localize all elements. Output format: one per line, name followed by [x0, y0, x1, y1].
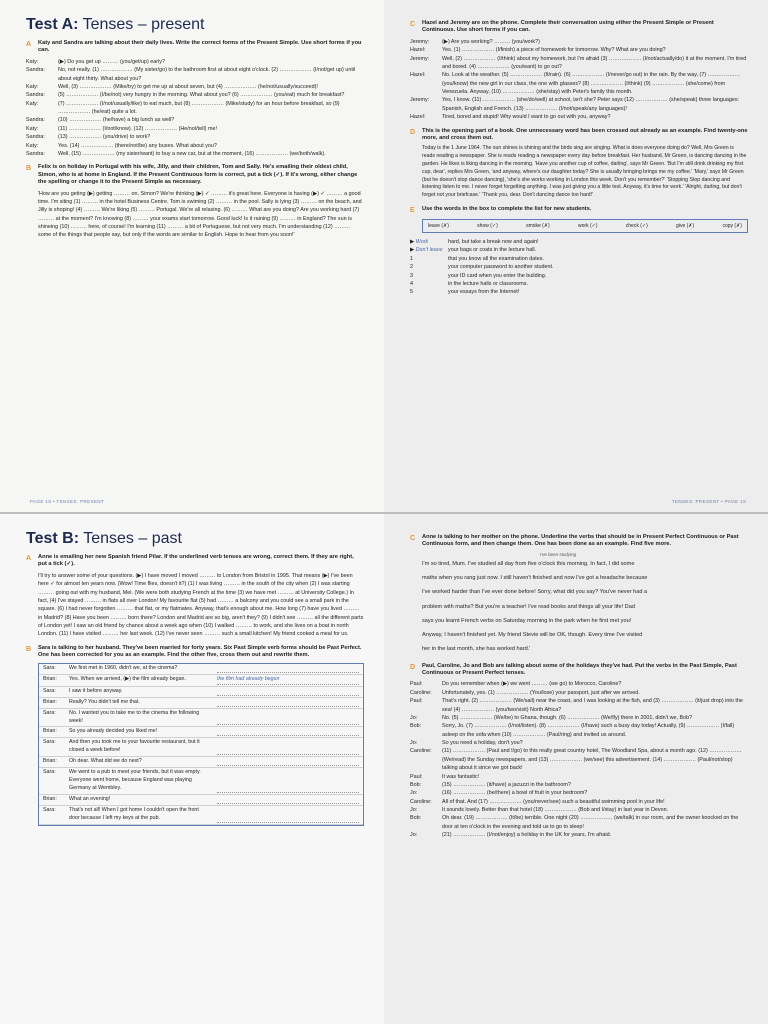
item-number: ▶ [410, 239, 416, 246]
dialog-line [26, 142, 364, 150]
dialog-text: That's right. (2) ……………… (We/sail) near the coast, and I was looking at the fish, and (3) ……………… (it/just drop) into the sea! (4) ……………… (you/two/visit) North Africa? [442, 698, 743, 713]
speaker-name: Katy: [26, 142, 39, 149]
dialog-line [410, 71, 748, 96]
page-footer: TENSES: PRESENT • PAGE 19 [671, 499, 746, 504]
text-line: maths when you rang just now. I still haven't finished and now I've got a headache because [422, 575, 648, 582]
dialog-line [410, 113, 748, 121]
word-box-item: leave (✗) [428, 223, 449, 230]
text-line: her in the last month, she has worked hard.' [422, 646, 531, 653]
dialog-text: And then you took me to your favourite restaurant, but it closed a week before! [69, 739, 200, 754]
speaker-name: Hazel: [410, 114, 426, 121]
dialog-line [26, 133, 364, 141]
dialog-text: Oh dear. What did we do next? [69, 758, 142, 765]
speaker-name: Sara: [43, 664, 56, 671]
section-b-instruction: B Felix is on holiday in Portugal with his wife, Jilly, and their children, Tom and Sally. He's emailing their oldest child, Simon, who is at home in England. If the Present Continuous form is correct, put a tick (✓). If it's wrong, either change the spelling or change it to the Present Simple as necessary. [26, 164, 358, 186]
dialog-c [410, 38, 748, 122]
speaker-name: Sandra: [26, 92, 45, 99]
dialog-b-table [38, 663, 364, 826]
answer-line [217, 728, 359, 736]
list-number [410, 280, 448, 288]
section-d-instruction: D This is the opening part of a book. One unnecessary word has been crossed out already as an example. Find twenty-one more, and cross them out. [410, 127, 748, 141]
list-item [410, 238, 748, 246]
dialog-text: (13) ……………… (you/drive) to work? [58, 134, 151, 141]
speaker-name: Hazel: [410, 72, 426, 79]
dialog-line [26, 58, 364, 66]
dialog-text: Yes. (1) ……………… (I/finish) a piece of homework for tomorrow. Why? What are you doing? [442, 47, 666, 54]
speaker-name: Sandra: [26, 117, 45, 124]
speaker-name: Sandra: [26, 134, 45, 141]
email-a-text: I'll try to answer some of your questions. (▶) I have moved I moved ……… to London from Bristol in 1995. That means (▶) I've been here ✓ for almost ten years now. (Wow! Time flies, doesn't it?) (1) I was living ……… in the south of the city when (2) I was starting ……… going out with my husband, Mel. (We were both studying French at the time (3) we have met ……… at University College.) In fact, (4) I've stayed ……… in flats all over London! My favourite flat (5) had ……… a balcony and you could see a small park in the square. (6) I had never forgotten ……… that flat, or my flatmates. Anyway, that's enough about me. How long (7) have you lived ……… in Madrid? (8) Have you been ……… born there? London and Madrid are so big, aren't they? (9) I didn't see ……… all the different parts of London yet! I saw an old friend by chance about a week ago when (10) I walked ……… to work, and she lives on a boat in north London. (11) I have visited ……… her last week. (12) I've never seen ……… such a small kitchen! My friend cooked a meal for us. [38, 572, 364, 638]
dialog-a [26, 58, 364, 159]
speaker-name: Bob: [410, 723, 422, 730]
speaker-name: Katy: [26, 58, 39, 65]
dialog-text: (▶) Are you working? ……… (you/work?) [442, 38, 540, 45]
dialog-text: Do you remember when (▶) we went ……… (we go) to Morocco, Caroline? [442, 681, 622, 688]
speaker-name: Jo: [410, 832, 418, 839]
dialog-text: Sorry, Jo. (7) ……………… (I/not/listen). (8) ……………… (I/have) such a busy day today! Actually, (9) ……………… (I/fall) asleep on the sofa when (10) ……………… (Paul/ring) and invited us around. [442, 723, 735, 738]
dialog-text: Yes. (14) ……………… (there/not/be) any buses. What about you? [58, 142, 217, 149]
example-correction: I've been studying [540, 551, 577, 557]
list-text: your ID card when you enter the building. [448, 272, 547, 279]
dialog-text: Well, (15) ……………… (my sister/want) to buy a new car, but at the moment, (16) ……………… (we/both/walk). [58, 150, 326, 157]
table-row [39, 687, 363, 698]
dialog-line [410, 722, 748, 739]
speaker-name: Bob: [410, 781, 422, 788]
dialog-text: All of that. And (17) ……………… (you/never/see) such a beautiful swimming pool in your life! [442, 798, 665, 805]
dialog-line [26, 66, 364, 83]
speaker-name: Sara: [43, 687, 56, 694]
dialog-text: (11) ……………… (Paul and I/go) to this really great country hotel, The Woodland Spa, about a month ago. (12) ……………… (We/read) the Sunday newspapers, and (13) ……………… (we/see) this advertisement. (14) ……………… (Paul/not/stop) talking about it since we got back! [442, 748, 742, 772]
list-number [410, 255, 448, 263]
dialog-line [26, 125, 364, 133]
dialog-text: Tired, bored and stupid! Why would I want to go out with you, anyway? [442, 114, 611, 121]
dialog-text: It was fantastic! [442, 773, 480, 780]
book-opening-text: Today is the 1 June 1964. The sun shines is shining and the birds sing are singing. What is does everyone doing do? Well, Mrs Green is reads reading a newspaper. She is reads reading a newspaper every day before breakfast. Her husband, Mr Green, is dancing dancing in the garden. He likes is liking dancing in the morning. 'Have you another cup of coffee, darling', says Mr Green. 'But I'm still drink drinking my first cup, dear', replies Mrs Green, 'and anyway, where's our daughter today? She is usually bringing brings me my coffee.' 'Mary,' says Mr Green (but he doesn't stop dance dancing), 'she's she works working in London this week. Don't you remember?' 'Stopping Stop dancing and listening listen to me. I never forget forgetting anything. I was just giving you a little test. Anyway, it's time for work.' 'Alright, darling, but don't forget not your briefcase.' 'Thank you, dear. Don't dancing dance too hard!' [422, 145, 747, 199]
table-row [39, 738, 363, 757]
dialog-text: Oh dear. (19) ……………… (It/be) terrible. One night (20) ……………… (we/talk) in our room, and the owner knocked on the door at ten o'clock in the evening and told us to go to sleep! [442, 815, 739, 830]
dialog-line [410, 680, 748, 688]
page-test-a-right [384, 0, 768, 512]
new-students-list [410, 238, 748, 297]
list-number [410, 238, 448, 246]
speaker-name: Sara: [43, 807, 56, 814]
speaker-name: Katy: [26, 83, 39, 90]
dialog-text: What an evening! [69, 796, 111, 803]
list-item [410, 280, 748, 288]
speaker-name: Jo: [410, 807, 418, 813]
dialog-text: It sounds lovely. Better than that hotel (18) ……………… (Bob and I/stay) in last year in Devon. [442, 807, 669, 813]
answer-line [217, 796, 359, 804]
section-a-instruction: A Katy and Sandra are talking about their daily lives. Write the correct forms of the Present Simple. Use short forms if you can. [26, 40, 362, 54]
speaker-name: Brian: [43, 698, 57, 705]
page-test-b-left [0, 512, 384, 1024]
table-row [39, 806, 363, 825]
list-text: your essays from the Internet! [448, 289, 520, 296]
list-text: in the lecture halls or classrooms. [448, 280, 528, 287]
list-text: your computer password to another student. [448, 264, 554, 271]
dialog-text: No. I wanted you to take me to the cinema the following week! [69, 709, 200, 724]
handwritten-answer: Don't leave [415, 247, 443, 254]
answer-line [217, 699, 359, 707]
text-line: I've worked harder than I've ever done before! Sorry, what did you say? You've never had a [422, 589, 648, 596]
dialog-text: So you need a holiday, don't you? [442, 740, 523, 746]
section-c-instruction: C Hazel and Jeremy are on the phone. Complete their conversation using either the Present Simple or Present Continuous. Use short forms if you can. [410, 20, 714, 34]
speaker-name: Katy: [26, 125, 39, 132]
answer-line: the film had already begun [217, 676, 359, 685]
item-number: 1 [410, 255, 413, 262]
word-box-item: work (✓) [578, 223, 598, 230]
dialog-line [410, 55, 748, 72]
dialog-text: (11) ……………… (I/not/know). (12) ……………… (He/not/tell) me! [58, 125, 217, 132]
speaker-name: Paul: [410, 773, 423, 780]
dialog-text: (10) ……………… (he/have) a big lunch as well? [58, 117, 175, 124]
table-row [39, 664, 363, 675]
item-number: 3 [410, 272, 413, 279]
dialog-text: So you already decided you liked me! [69, 728, 158, 735]
speaker-name: Sara: [43, 709, 56, 716]
dialog-line [410, 806, 748, 814]
dialog-line [26, 150, 364, 158]
speaker-name: Jeremy: [410, 38, 430, 45]
dialog-line [26, 83, 364, 91]
speaker-name: Jeremy: [410, 97, 430, 104]
list-item [410, 272, 748, 280]
speaker-name: Katy: [26, 100, 39, 107]
speaker-name: Brian: [43, 796, 57, 803]
dialog-line [410, 96, 748, 113]
dialog-line [410, 46, 748, 54]
answer-line [217, 758, 359, 766]
dialog-text: We went to a pub to meet your friends, but it was empty. Everyone went home, because England was playing Germany at Wembley. [69, 769, 201, 792]
dialog-text: (16) ……………… (be/there) a bowl of fruit in your bedroom? [442, 790, 588, 797]
answer-line [217, 769, 359, 793]
page-title: Test B: Tenses – past [26, 530, 182, 547]
speaker-name: Brian: [43, 675, 57, 682]
item-number: 4 [410, 280, 413, 287]
speaker-name: Caroline: [410, 689, 432, 696]
page-test-b-right [384, 512, 768, 1024]
text-line: I'm so tired, Mum. I've studied all day from five o'clock this morning. In fact, I did some [422, 560, 635, 567]
dialog-line [410, 739, 748, 747]
section-a-instruction: A Anne is emailing her new Spanish friend Pilar. If the underlined verb tenses are wrong, correct them. If they are right, put a tick (✓). [26, 554, 354, 568]
text-line: says you learnt French verbs on Saturday morning in the park when he first met you! [422, 617, 632, 624]
speaker-name: Bob: [410, 815, 422, 822]
page-title: Test A: Tenses – present [26, 16, 205, 33]
dialog-line [410, 773, 748, 781]
dialog-text: (▶) Do you get up ……… (you/get/up) early? [58, 58, 165, 65]
item-number: ▶ [410, 247, 416, 254]
speaker-name: Paul: [410, 681, 423, 688]
section-b-instruction: B Sara is talking to her husband. They've been married for forty years. Six Past Simple verb forms should be Past Perfect. One has been corrected for you as an example. Find the other five, cross them out and rewrite them. [26, 644, 362, 659]
table-row [39, 709, 363, 728]
list-item [410, 246, 748, 254]
speaker-name: Paul: [410, 698, 423, 705]
dialog-text: Well, (2) ……………… (I/think) about my homework, but I'm afraid (3) ……………… (I/not/actually/do) it at the moment. I'm tired and bored. (4) ……………… (you/want) to go out? [442, 55, 747, 70]
speaker-name: Caroline: [410, 748, 432, 755]
dialog-line [410, 798, 748, 806]
speaker-name: Jeremy: [410, 55, 430, 62]
dialog-line [26, 100, 364, 117]
dialog-line [410, 689, 748, 697]
word-box-item: give (✗) [676, 223, 695, 230]
word-box-item: show (✓) [477, 223, 498, 230]
dialog-text: We first met in 1960, didn't we, at the cinema? [69, 664, 178, 671]
dialog-line [410, 747, 748, 772]
dialog-text: (7) ……………… (I/not/usually/like) to eat much, but (8) ……………… (Mike/study) for an hour before breakfast, so (9) ……………… (he/eat) quite a lot. [58, 100, 340, 116]
list-text: hard, but take a break now and again! [448, 239, 539, 246]
dialog-line [26, 91, 364, 99]
list-item [410, 255, 748, 263]
dialog-text: No. Look at the weather. (5) ……………… (It/rain). (6) ……………… (I/never/go out) in the rain. By the way, (7) ……………… (you/know) the new girl in our class, the one with glasses? (8) ……………… (I/think) (9) ……………… (she/come) from Venezuela. Anyway, (10) ……………… (she/stay) with Peter's family this month. [442, 72, 740, 96]
table-row [39, 698, 363, 709]
section-d-instruction: D Paul, Caroline, Jo and Bob are talking about some of the holidays they've had. Put the verbs in the Past Simple, Past Continuous or Present Perfect tenses. [410, 662, 737, 676]
dialog-text: (15) ……………… (it/have) a jacuzzi in the bathroom? [442, 781, 571, 788]
dialog-line [410, 714, 748, 722]
dialog-text: That's not all! When I got home I couldn't open the front door because I left my keys at the pub. [69, 807, 199, 822]
list-text: that you know all the examination dates. [448, 255, 544, 262]
text-line: Anyway, I haven't finished yet. My friend Stevie will be OK, though. Every time I've visited [422, 632, 643, 639]
dialog-text: Really? You didn't tell me that. [69, 698, 140, 705]
dialog-text: No, not really. (1) ……………… (My sister/go) to the bathroom first at about eight o'clock. (2) ……………… (I/not/get up) until about eight thirty. What about you? [58, 67, 356, 82]
item-number: 5 [410, 289, 413, 296]
speaker-name: Jo: [410, 740, 418, 746]
text-line: problem with maths? But you're a teacher! I've read books and things all your life! Dad [422, 603, 635, 610]
speaker-name: Sara: [43, 739, 56, 746]
table-row [39, 757, 363, 768]
dialog-text: (21) ……………… (I/not/enjoy) a holiday in the UK for years, I'm afraid. [442, 832, 612, 839]
section-e-instruction: E Use the words in the box to complete the list for new students. [410, 205, 592, 214]
item-number: 2 [410, 264, 413, 271]
list-number [410, 246, 448, 254]
word-box-item: copy (✗) [722, 223, 742, 230]
speaker-name: Sandra: [26, 67, 45, 74]
table-row [39, 675, 363, 687]
word-box-item: check (✓) [625, 223, 648, 230]
speaker-name: Jo: [410, 790, 418, 797]
phone-call-text [410, 557, 748, 657]
speaker-name: Brian: [43, 728, 57, 735]
table-row [39, 795, 363, 806]
dialog-text: Unfortunately, yes. (1) ……………… (You/lose) your passport, just after we arrived. [442, 689, 640, 696]
speaker-name: Sandra: [26, 150, 45, 157]
list-number [410, 263, 448, 271]
list-item [410, 263, 748, 271]
email-b-text: 'How are you geting (▶) getting ……… on, Simon? We're thinking (▶) ✓ ……… it's great here. Everyone is having (▶) ✓ ……… a good time. I'm siting (1) ……… in the hotel Business Centre. Tom is swiming (2) ……… in the pool. Sally is lying (3) ……… on the beach, and Jilly is shoping! (4) ……… We're liking (5) ……… Portugal. We're all relaxing. (6) ……… What are you doing? Are you working hard (7) ……… at the moment? I'm knowing (8) ……… your exams start tomorrow. Good luck! Is it raining (9) ……… in England? The sun is shineing (10) ……… here, of course! I'm learning (11) ……… a bit of Portuguese, but not very much. I'm understanding (12) ……… some of the things that people say, but only if the words are similar to English. Hope to hear from you soon!' [38, 190, 362, 239]
dialog-text: Yes. When we arrived, (▶) the film already began. [69, 675, 186, 682]
table-row [39, 727, 363, 738]
section-c-instruction: C Anne is talking to her mother on the phone. Underline the verbs that should be in Present Perfect Continuous or Past Continuous form, and then change them. One has been done as an example. Find five more. [410, 534, 739, 548]
dialog-line [410, 831, 748, 839]
list-number [410, 288, 448, 296]
dialog-line [26, 116, 364, 124]
speaker-name: Hazel: [410, 47, 426, 54]
dialog-text: (5) ……………… (I/be/not) very hungry in the morning. What about you? (6) ……………… (you/eat) much for breakfast? [58, 92, 345, 99]
dialog-text: Yes, I know. (11) ……………… (she/do/well) at school, isn't she? Peter says (12) ……………… (she/speak) three languages: Spanish, English and French. (13) ……………… (I/not/speak/any languages)! [442, 97, 740, 112]
page-footer: PAGE 18 • TENSES: PRESENT [30, 499, 105, 504]
dialog-text: I saw it before anyway. [69, 687, 123, 694]
table-row [39, 768, 363, 795]
dialog-line [410, 781, 748, 789]
dialog-d [410, 680, 748, 839]
page-test-a-left [0, 0, 384, 512]
speaker-name: Brian: [43, 758, 57, 765]
speaker-name: Caroline: [410, 798, 432, 805]
list-text: your bags or coats in the lecture hall. [448, 247, 537, 254]
speaker-name: Jo: [410, 714, 418, 721]
speaker-name: Sara: [43, 769, 56, 776]
dialog-text: Well, (3) ……………… (Mike/try) to get me up at about seven, but (4) ……………… (he/not/usually/succeed)! [58, 83, 318, 90]
handwritten-answer: Work [415, 239, 429, 246]
dialog-line [410, 697, 748, 714]
list-number [410, 272, 448, 280]
dialog-line [410, 38, 748, 46]
list-item [410, 288, 748, 296]
word-box [422, 219, 748, 233]
answer-line [217, 688, 359, 696]
answer-line [217, 665, 359, 673]
dialog-text: No. (5) ……………… (We/be) to Ghana, though. (6) ……………… (We/fly) there in 2001, didn't we, Bob? [442, 714, 693, 721]
answer-line [217, 739, 359, 755]
dialog-line [410, 814, 748, 831]
answer-line [217, 710, 359, 726]
dialog-line [410, 789, 748, 797]
word-box-item: smoke (✗) [526, 223, 550, 230]
answer-line [217, 807, 359, 823]
